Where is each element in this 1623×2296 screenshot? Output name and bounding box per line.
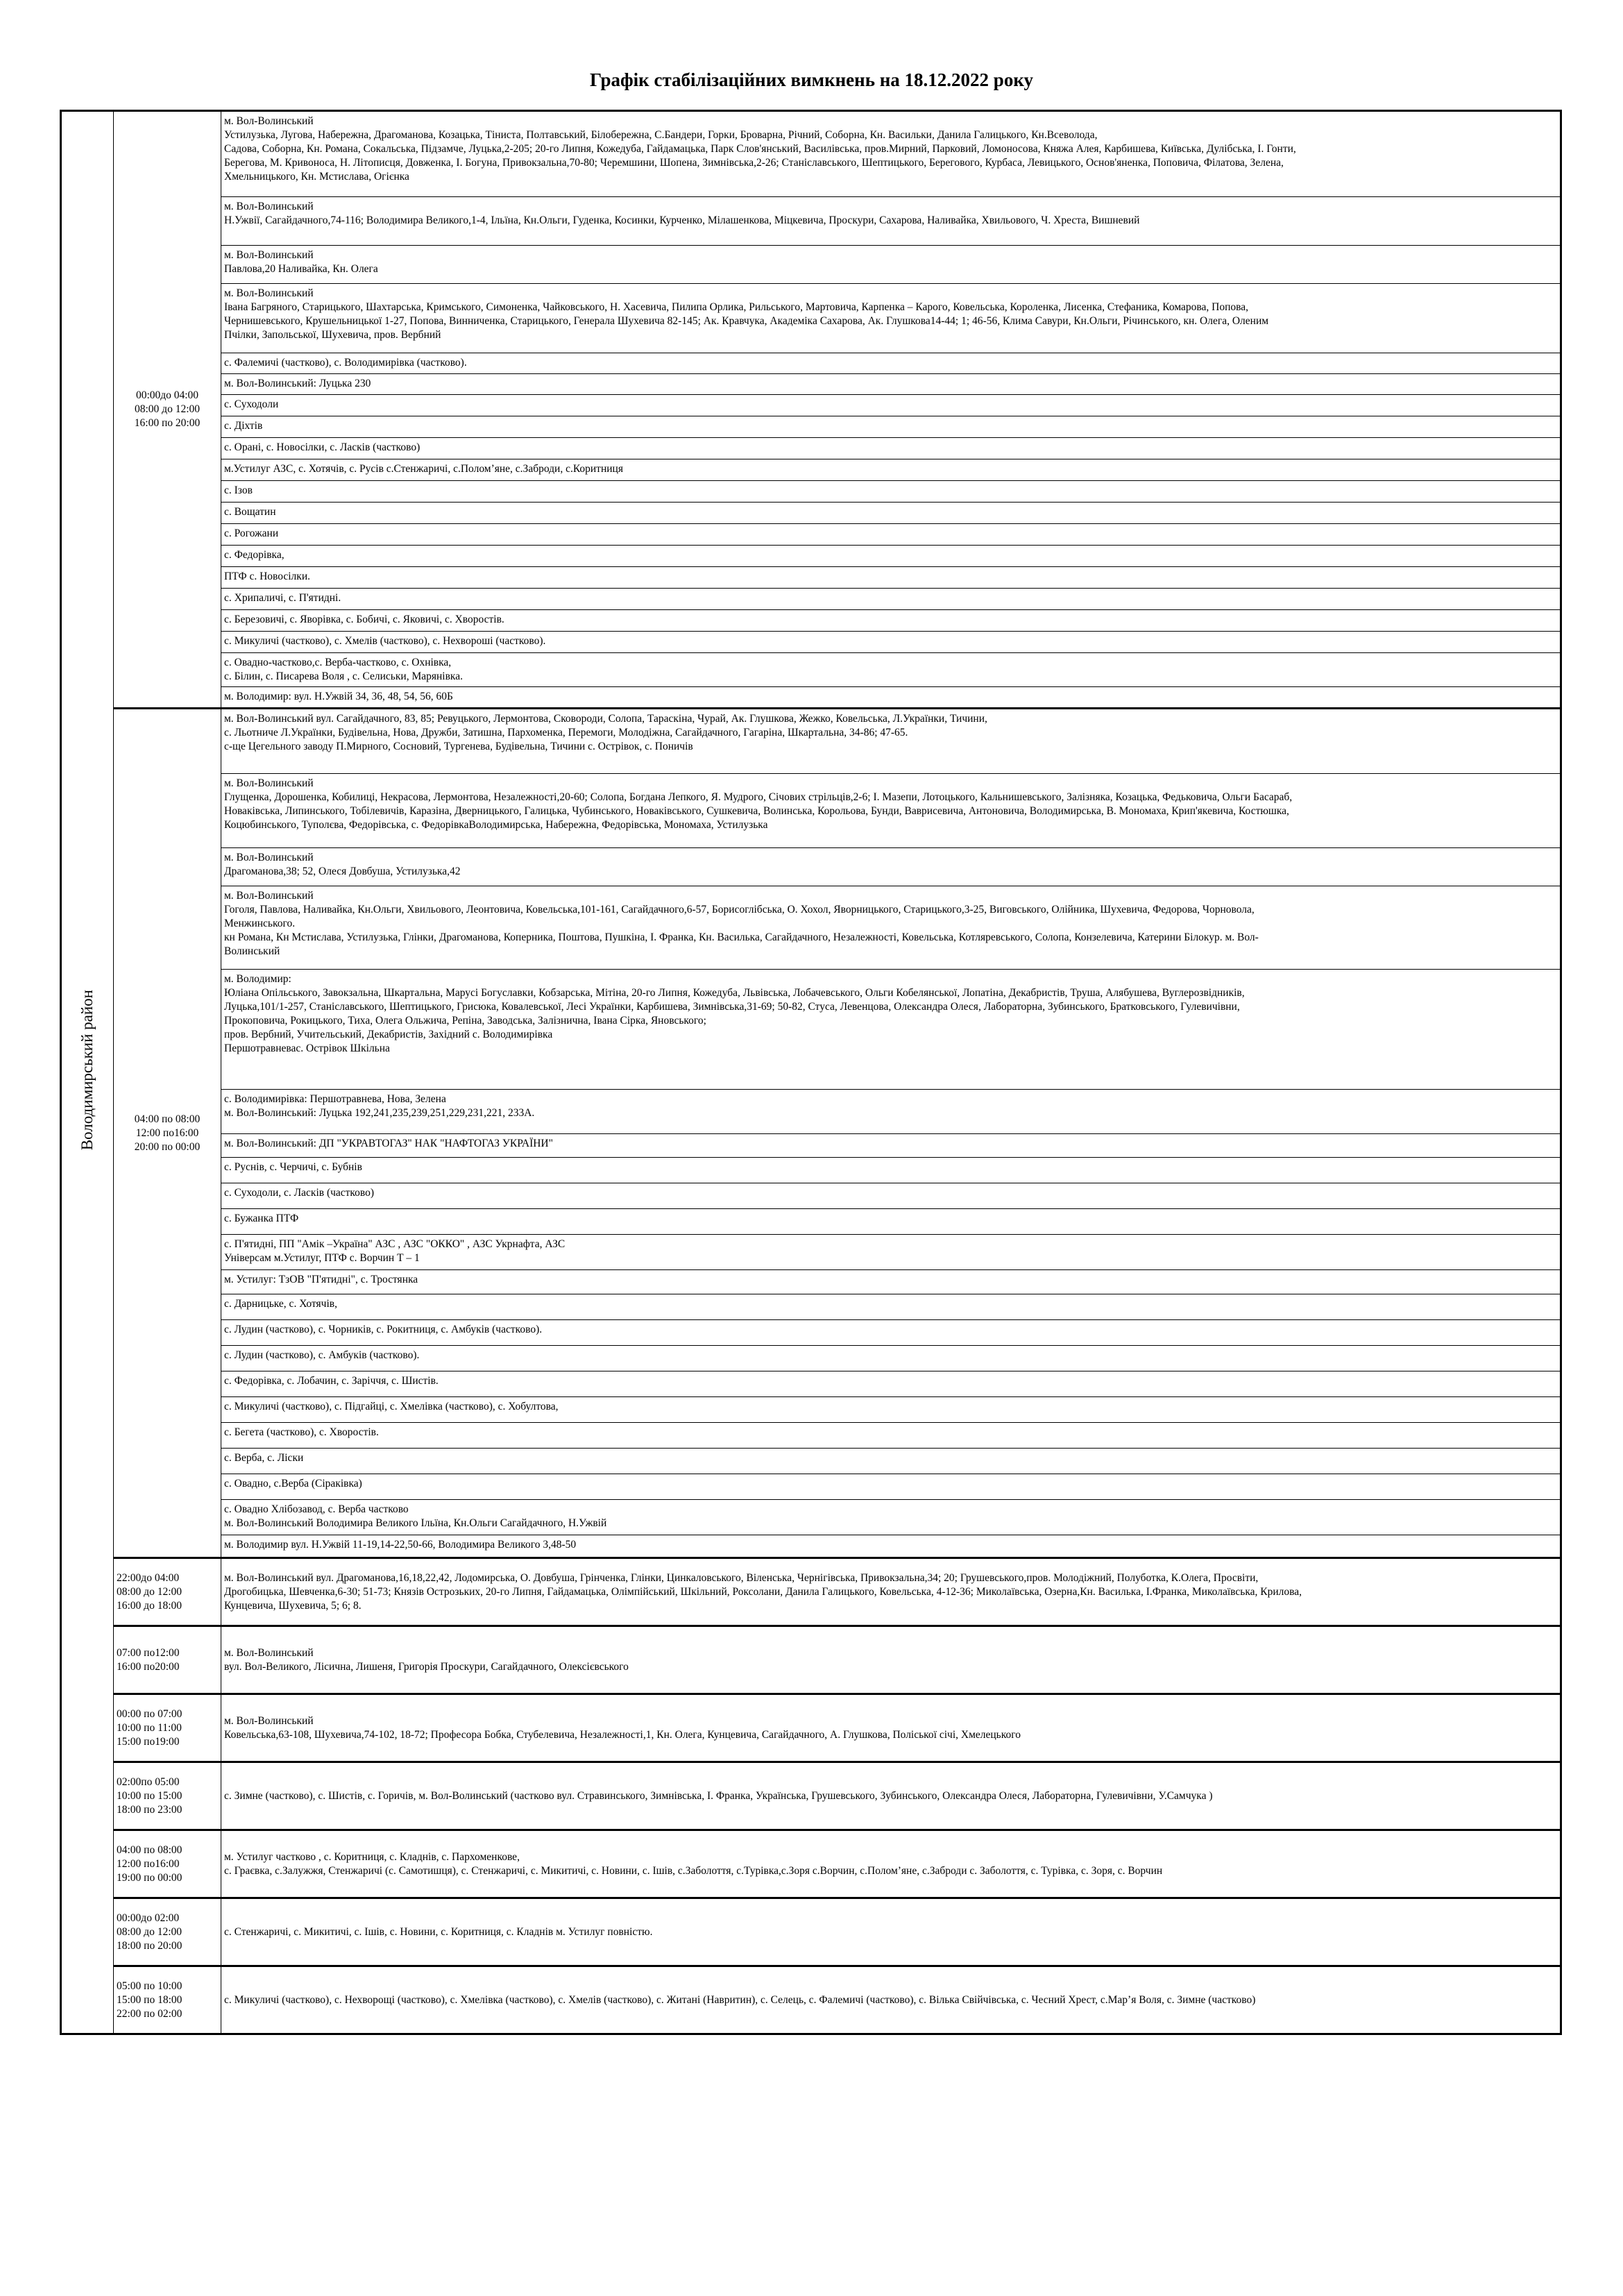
- time-slot: 15:00 по19:00: [117, 1735, 180, 1748]
- time-slot: 05:00 по 10:00: [117, 1980, 182, 1992]
- outage-area-cell: [221, 197, 1561, 246]
- area-line: Кунцевича, Шухевича, 5; 6; 8.: [224, 1599, 362, 1612]
- schedule-row: [61, 1694, 1561, 1762]
- time-slot: 22:00 по 02:00: [117, 2007, 182, 2020]
- area-line: с. Руснів, с. Черчичі, с. Бубнів: [224, 1161, 362, 1173]
- area-line: Юліана Опільського, Завокзальна, Шкартальна, Марусі Богуславки, Кобзарська, Мітіна, 20-го Липня, Кожедуба, Львівська, Лобачевського, Ольги Кобелянської, Лопатіна, Декабристів, Труша, Алябушева, Вуглерозвідників,: [224, 987, 1245, 999]
- outage-area-cell: [221, 246, 1561, 284]
- area-line: с. П'ятидні, ПП "Амік –Україна" АЗС , АЗС "ОККО" , АЗС Укрнафта, АЗС: [224, 1238, 566, 1250]
- area-line: м. Володимир:: [224, 973, 291, 985]
- area-line: с-ще Цегельного заводу П.Мирного, Сосновий, Тургенева, Будівельна, Тичини с. Острівок, с. Поничів: [224, 741, 693, 752]
- page-title: Графік стабілізаційних вимкнень на 18.12.2022 року: [590, 69, 1033, 90]
- outage-area-cell: [221, 546, 1561, 567]
- outage-area-cell: [221, 589, 1561, 610]
- schedule-row: [61, 567, 1561, 589]
- time-slots-cell: [114, 1762, 221, 1830]
- schedule-row: [61, 1558, 1561, 1626]
- area-line: м. Вол-Волинський: ДП "УКРАВТОГАЗ" НАК "НАФТОГАЗ УКРАЇНИ": [224, 1138, 553, 1149]
- area-line: с. Федорівка, с. Лобачин, с. Заріччя, с. Шистів.: [224, 1375, 439, 1387]
- schedule-row: [61, 1158, 1561, 1183]
- area-line: м. Устилуг: ТзОВ "П'ятидні", с. Тростянка: [224, 1274, 418, 1285]
- area-line: с. Федорівка,: [224, 549, 284, 561]
- schedule-row: [61, 774, 1561, 848]
- time-slot: 04:00 по 08:00: [117, 1843, 182, 1856]
- area-line: м. Вол-Волинський: [224, 249, 314, 261]
- outage-area-cell: [221, 1474, 1561, 1500]
- area-line: с. Березовичі, с. Яворівка, с. Бобичі, с. Яковичі, с. Хворостів.: [224, 614, 504, 625]
- outage-area-cell: [221, 416, 1561, 438]
- time-slot: 00:00 по 07:00: [117, 1707, 182, 1720]
- time-slot: 07:00 по12:00: [117, 1646, 180, 1659]
- area-line: Дрогобицька, Шевченка,6-30; 51-73; Князів Острозьких, 20-го Липня, Гайдамацька, Олімпійський, Шкільний, Роксолани, Данила Галицького, Ковельська, 4-12-36; Миколаївська, Озерна,Кн. Василька, І.Франка, Миколаївська, Крилова,: [224, 1585, 1302, 1598]
- time-slot: 19:00 по 00:00: [117, 1871, 182, 1884]
- district-name: Володимирський район: [78, 990, 96, 1151]
- area-line: Луцька,101/1-257, Станіславського, Шептицького, Грисюка, Ковалевської, Лесі Українки, Карбишева, Зимнівська,31-69; 50-82, Стуса, Левенцова, Олександра Олеся, Лабораторна, Зубинського, Братковського, Гулевичівни,: [224, 1001, 1240, 1013]
- area-line: с. Бегета (частково), с. Хворостів.: [224, 1426, 379, 1438]
- schedule-row: [61, 503, 1561, 524]
- time-slot: 10:00 по 15:00: [117, 1789, 182, 1802]
- schedule-row: [61, 1535, 1561, 1558]
- schedule-row: [61, 1449, 1561, 1474]
- outage-area-cell: [221, 503, 1561, 524]
- area-line: с. Овадно-частково,с. Верба-частково, с. Охнівка,: [224, 657, 452, 668]
- outage-area-cell: [221, 111, 1561, 197]
- outage-area-cell: [221, 1500, 1561, 1535]
- area-line: м. Володимир: вул. Н.Ужвій 34, 36, 48, 54, 56, 60Б: [224, 691, 453, 702]
- schedule-row: [61, 1346, 1561, 1371]
- outage-area-cell: [221, 374, 1561, 395]
- schedule-row: [61, 284, 1561, 353]
- outage-area-cell: [221, 1397, 1561, 1423]
- area-line: м. Вол-Волинський: [224, 852, 314, 863]
- schedule-row: [61, 459, 1561, 481]
- area-line: ПТФ с. Новосілки.: [224, 571, 310, 582]
- area-line: м. Вол-Волинський: [224, 1714, 314, 1727]
- area-line: м. Вол-Волинський: [224, 1646, 314, 1659]
- area-line: с. Стенжаричі, с. Микитичі, с. Ішів, с. Новини, с. Коритниця, с. Кладнів м. Устилуг повністю.: [224, 1925, 653, 1938]
- time-slots-cell: [114, 1966, 221, 2034]
- time-slot: 16:00 по20:00: [117, 1660, 180, 1673]
- time-slot: 15:00 по 18:00: [117, 1993, 182, 2006]
- area-line: Глущенка, Дорошенка, Кобилиці, Некрасова, Лермонтова, Незалежності,20-60; Солопа, Богдана Лепкого, Я. Мудрого, Січових стрільців,2-6; І. Мазепи, Лотоцького, Кальнишевського, Залізняка, Козацька, Федьковича, Ольги Басараб,: [224, 791, 1293, 803]
- area-line: м. Володимир вул. Н.Ужвій 11-19,14-22,50-66, Володимира Великого 3,48-50: [224, 1539, 577, 1551]
- area-line: с. Хрипаличі, с. П'ятидні.: [224, 592, 341, 604]
- time-slots-cell: [114, 1626, 221, 1694]
- area-line: м. Вол-Волинський: [224, 777, 314, 789]
- area-line: м. Вол-Волинський: [224, 890, 314, 902]
- time-slot: 00:00до 04:00: [135, 389, 199, 401]
- outage-area-cell: [221, 1090, 1561, 1134]
- outage-area-cell: [221, 567, 1561, 589]
- area-line: Берегова, М. Кривоноса, Н. Літописця, Довженка, І. Богуна, Привокзальна,70-80; Черемшини, Шопена, Зимнівська,2-26; Станіславського, Шептицького, Берегового, Курбаса, Левицького, Основ'яненка, Поповича, Філатова, Зелена,: [224, 157, 1284, 169]
- area-line: Новаківська, Липинського, Тобілевичів, Каразіна, Дверницького, Галицька, Чубинського, Новаківського, Сушкевича, Волинська, Корольова, Бунди, Вавриcевича, Антоновича, Володимирська, В. Мономаха, Крип'якевича, Костюшка,: [224, 805, 1289, 817]
- area-line: с. Білин, с. Писарева Воля , с. Селиськи, Марянівка.: [224, 670, 463, 682]
- schedule-row: [61, 1294, 1561, 1320]
- outage-area-cell: [221, 687, 1561, 709]
- schedule-row: [61, 1830, 1561, 1898]
- time-slot: 12:00 по16:00: [135, 1126, 199, 1139]
- outage-area-cell: [221, 1183, 1561, 1209]
- area-line: м. Вол-Волинський: Луцька 230: [224, 378, 371, 389]
- outage-area-cell: [221, 1694, 1561, 1762]
- outage-area-cell: [221, 524, 1561, 546]
- area-line: Павлова,20 Наливайка, Кн. Олега: [224, 263, 378, 275]
- time-slot: 08:00 до 12:00: [117, 1925, 182, 1938]
- time-slots-cell: [114, 1558, 221, 1626]
- schedule-row: [61, 589, 1561, 610]
- outage-area-cell: [221, 610, 1561, 632]
- schedule-row: [61, 1397, 1561, 1423]
- area-line: вул. Вол-Великого, Лісична, Лишеня, Григорія Проскури, Сагайдачного, Олексієвського: [224, 1660, 629, 1673]
- area-line: с. Верба, с. Ліски: [224, 1452, 304, 1464]
- schedule-row: [61, 709, 1561, 774]
- schedule-row: [61, 1320, 1561, 1346]
- outage-area-cell: [221, 1830, 1561, 1898]
- area-line: Н.Ужвії, Сагайдачного,74-116; Володимира Великого,1-4, Ільїна, Кн.Ольги, Гуденка, Косинки, Курченко, Мілашенкова, Міцкевича, Проскури, Сахарова, Наливайка, Хвильового, Ч. Хреста, Вишневий: [224, 214, 1140, 226]
- time-slots-cell: [114, 1898, 221, 1966]
- schedule-row: [61, 610, 1561, 632]
- area-line: м. Вол-Волинський: [224, 115, 314, 127]
- outage-area-cell: [221, 1209, 1561, 1235]
- schedule-row: [61, 395, 1561, 416]
- area-line: м. Вол-Волинський: Луцька 192,241,235,239,251,229,231,221, 233А.: [224, 1107, 535, 1119]
- schedule-row: [61, 524, 1561, 546]
- schedule-row: [61, 1423, 1561, 1449]
- time-slots-cell: [114, 1830, 221, 1898]
- outage-area-cell: [221, 1626, 1561, 1694]
- schedule-row: [61, 353, 1561, 374]
- time-slot: 00:00до 02:00: [117, 1911, 180, 1924]
- area-line: м. Вол-Волинський вул. Драгоманова,16,18,22,42, Лодомирська, О. Довбуша, Грінченка, Глінки, Цинкаловського, Віленська, Чернігівська, Привокзальна,34; 20; Грушевського,пров. Молодіжний, Полуботка, К.Олега, Просвіти,: [224, 1571, 1259, 1584]
- outage-area-cell: [221, 970, 1561, 1090]
- area-line: с. Діхтів: [224, 420, 263, 432]
- area-line: с. Бужанка ПТФ: [224, 1213, 299, 1224]
- schedule-row: [61, 1090, 1561, 1134]
- outage-area-cell: [221, 632, 1561, 653]
- area-line: с. Фалемичі (частково), с. Володимирівка (частково).: [224, 357, 467, 369]
- outage-area-cell: [221, 1294, 1561, 1320]
- area-line: м. Вол-Волинський: [224, 287, 314, 299]
- time-slot: 08:00 до 12:00: [135, 403, 200, 415]
- area-line: с. Суходоли, с. Ласків (частково): [224, 1187, 375, 1199]
- area-line: с. Рогожани: [224, 527, 279, 539]
- schedule-row: [61, 1474, 1561, 1500]
- schedule-row: [61, 546, 1561, 567]
- area-line: Івана Багряного, Старицького, Шахтарська, Кримського, Симоненка, Чайковського, Н. Хасевича, Пилипа Орлика, Рильського, Мартовича, Карпенка – Карого, Ковельська, Короленка, Лисенка, Стефаника, Комарова, Попова,: [224, 301, 1249, 313]
- time-slots-cell: [114, 709, 221, 1558]
- schedule-row: [61, 197, 1561, 246]
- schedule-row: [61, 481, 1561, 503]
- outage-area-cell: [221, 1134, 1561, 1158]
- outage-area-cell: [221, 774, 1561, 848]
- schedule-row: [61, 1134, 1561, 1158]
- outage-area-cell: [221, 1762, 1561, 1830]
- area-line: м.Устилуг АЗС, с. Хотячів, с. Русів с.Стенжаричі, с.Полом’яне, с.Заброди, с.Коритниця: [224, 463, 623, 475]
- area-line: Коцюбинського, Туполєва, Федорівська, с. ФедорівкаВолодимирська, Набережна, Федорівська, Мономаха, Устилузька: [224, 819, 768, 831]
- area-line: с. Овадно Хлібозавод, с. Верба частково: [224, 1503, 409, 1515]
- outage-area-cell: [221, 1535, 1561, 1558]
- schedule-row: [61, 1209, 1561, 1235]
- schedule-row: [61, 632, 1561, 653]
- area-line: Пчілки, Запольської, Шухевича, пров. Вербний: [224, 329, 441, 341]
- schedule-row: [61, 1270, 1561, 1294]
- area-line: с. Микуличі (частково), с. Нехворощі (частково), с. Хмелівка (частково), с. Хмелів (частково), с. Житані (Навритин), с. Селець, с. Фалемичі (частково), с. Вілька Свійчівська, с. Чесний Хрест, с.Мар’я Воля, с. Зимне (частково): [224, 1993, 1256, 2006]
- outage-area-cell: [221, 395, 1561, 416]
- area-line: с. Микуличі (частково), с. Хмелів (частково), с. Нехвороші (частково).: [224, 635, 546, 647]
- outage-area-cell: [221, 438, 1561, 459]
- area-line: Першотравневас. Острівок Шкільна: [224, 1043, 390, 1054]
- schedule-table: [60, 110, 1562, 2035]
- schedule-row: [61, 970, 1561, 1090]
- district-cell: [61, 111, 114, 2034]
- outage-area-cell: [221, 1158, 1561, 1183]
- area-line: пров. Вербний, Учительський, Декабристів, Західний с. Володимирівка: [224, 1029, 553, 1040]
- area-line: Ковельська,63-108, Шухевича,74-102, 18-72; Професора Бобка, Стубелевича, Незалежності,1, Кн. Олега, Кунцевича, Сагайдачного, А. Глушкова, Поліської січі, Хмелецького: [224, 1728, 1021, 1741]
- outage-area-cell: [221, 1371, 1561, 1397]
- outage-area-cell: [221, 653, 1561, 687]
- area-line: с. Зимне (частково), с. Шистів, с. Горичів, м. Вол-Волинський (частково вул. Стравинського, Зимнівська, І. Франка, Українська, Грушевського, Зубинського, Олександра Олеся, Лабораторна, Гулевичівни, У.Самчука ): [224, 1789, 1213, 1802]
- time-slot: 16:00 по 20:00: [134, 417, 201, 429]
- area-line: с. Дарницьке, с. Хотячів,: [224, 1298, 337, 1310]
- time-slots-cell: [114, 111, 221, 709]
- area-line: с. Орані, с. Новосілки, с. Ласків (частково): [224, 441, 420, 453]
- area-line: м. Вол-Волинський вул. Сагайдачного, 83, 85; Ревуцького, Лермонтова, Сковороди, Солопа, Тараскіна, Чурай, Ак. Глушкова, Жежко, Ковельська, Л.Українки, Тичини,: [224, 713, 987, 725]
- schedule-row: [61, 1371, 1561, 1397]
- outage-area-cell: [221, 1235, 1561, 1270]
- schedule-row: [61, 111, 1561, 197]
- area-line: м. Вол-Волинський Володимира Великого Ільїна, Кн.Ольги Сагайдачного, Н.Ужвій: [224, 1517, 607, 1529]
- schedule-row: [61, 246, 1561, 284]
- area-line: кн Романа, Кн Мстислава, Устилузька, Глінки, Драгоманова, Коперника, Поштова, Пушкіна, І. Франка, Кн. Василька, Сагайдачного, Незалежності, Ковельська, Котляревського, Солопа, Конзелевича, Катерини Білокур. м. Вол-: [224, 931, 1259, 943]
- area-line: с. Ізов: [224, 484, 253, 496]
- time-slot: 08:00 до 12:00: [117, 1585, 182, 1598]
- schedule-row: [61, 1762, 1561, 1830]
- area-line: Менжинського.: [224, 918, 296, 929]
- schedule-row: [61, 653, 1561, 687]
- schedule-row: [61, 886, 1561, 970]
- area-line: с. Микуличі (частково), с. Підгайці, с. Хмелівка (частково), с. Хобултова,: [224, 1401, 559, 1412]
- time-slot: 22:00до 04:00: [117, 1571, 180, 1584]
- area-line: с. Вощатин: [224, 506, 276, 518]
- area-line: м. Вол-Волинський: [224, 201, 314, 212]
- schedule-row: [61, 1898, 1561, 1966]
- area-line: с. Суходоли: [224, 398, 279, 410]
- outage-area-cell: [221, 886, 1561, 970]
- outage-area-cell: [221, 1320, 1561, 1346]
- area-line: с. Лудин (частково), с. Амбуків (частково).: [224, 1349, 420, 1361]
- time-slot: 02:00по 05:00: [117, 1775, 180, 1788]
- schedule-row: [61, 438, 1561, 459]
- outage-area-cell: [221, 1966, 1561, 2034]
- outage-area-cell: [221, 848, 1561, 886]
- schedule-row: [61, 1966, 1561, 2034]
- schedule-row: [61, 374, 1561, 395]
- area-line: Волинський: [224, 945, 280, 957]
- schedule-row: [61, 1183, 1561, 1209]
- outage-area-cell: [221, 1270, 1561, 1294]
- area-line: с. Овадно, с.Верба (Сіраківка): [224, 1478, 362, 1489]
- area-line: Садова, Соборна, Кн. Романа, Сокальська, Підзамче, Луцька,2-205; 20-го Липня, Кожедуба, Гайдамацька, Парк Слов'янський, Василівська, пров.Мирний, Парковий, Ломоносова, Княжа Алея, Карбишева, Київська, Дулібська, І. Гонти,: [224, 143, 1296, 155]
- outage-area-cell: [221, 353, 1561, 374]
- time-slot: 18:00 по 20:00: [117, 1939, 182, 1952]
- schedule-row: [61, 1626, 1561, 1694]
- outage-area-cell: [221, 481, 1561, 503]
- outage-area-cell: [221, 1898, 1561, 1966]
- area-line: Чернишевського, Крушельницької 1-27, Попова, Винниченка, Старицького, Генерала Шухевича 82-145; Ак. Кравчука, Академіка Сахарова, Ак. Глушкова14-44; 1; 46-56, Клима Савури, Кн.Ольги, Річинського, кн. Олега, Оленим: [224, 315, 1269, 327]
- time-slot: 16:00 до 18:00: [117, 1599, 182, 1612]
- schedule-row: [61, 416, 1561, 438]
- time-slot: 04:00 по 08:00: [134, 1113, 201, 1125]
- schedule-row: [61, 1500, 1561, 1535]
- outage-area-cell: [221, 1449, 1561, 1474]
- area-line: Устилузька, Лугова, Набережна, Драгоманова, Козацька, Тіниста, Полтавський, Білобережна, С.Бандери, Горки, Броварна, Річний, Соборна, Кн. Васильки, Данила Галицького, Кн.Всеволода,: [224, 129, 1098, 141]
- time-slots-cell: [114, 1694, 221, 1762]
- time-slot: 12:00 по16:00: [117, 1857, 180, 1870]
- outage-area-cell: [221, 284, 1561, 353]
- schedule-row: [61, 1235, 1561, 1270]
- area-line: с. Льотниче Л.Українки, Будівельна, Нова, Дружби, Затишна, Пархоменка, Перемоги, Молодіжна, Сагайдачного, Гагаріна, Шкартальна, 34-86; 47-65.: [224, 727, 908, 738]
- area-line: с. Лудин (частково), с. Чорників, с. Рокитниця, с. Амбуків (частково).: [224, 1324, 543, 1335]
- time-slot: 10:00 по 11:00: [117, 1721, 182, 1734]
- area-line: Драгоманова,38; 52, Олеся Довбуша, Устилузька,42: [224, 866, 461, 877]
- schedule-row: [61, 687, 1561, 709]
- outage-area-cell: [221, 709, 1561, 774]
- area-line: Гоголя, Павлова, Наливайка, Кн.Ольги, Хвильового, Леонтовича, Ковельська,101-161, Сагайдачного,6-57, Борисоглібська, О. Хохол, Яворницького, Старицького,3-25, Виговського, Олійника, Шухевича, Федорова, Чорновола,: [224, 904, 1255, 915]
- area-line: с. Володимирівка: Першотравнева, Нова, Зелена: [224, 1093, 446, 1105]
- schedule-row: [61, 848, 1561, 886]
- area-line: Універсам м.Устилуг, ПТФ с. Ворчин Т – 1: [224, 1252, 420, 1264]
- outage-area-cell: [221, 1423, 1561, 1449]
- time-slot: 20:00 по 00:00: [134, 1140, 201, 1153]
- outage-area-cell: [221, 1558, 1561, 1626]
- area-line: Прокоповича, Рокицького, Тиха, Олега Ольжича, Репіна, Заводська, Залізнична, Івана Сірка, Яновського;: [224, 1015, 706, 1027]
- outage-area-cell: [221, 1346, 1561, 1371]
- time-slot: 18:00 по 23:00: [117, 1803, 182, 1816]
- area-line: Хмельницького, Кн. Мстислава, Огієнка: [224, 171, 409, 183]
- area-line: с. Граєвка, с.Залужжя, Стенжаричі (с. Самотишця), с. Стенжаричі, с. Микитичі, с. Новини, с. Ішів, с.Заболоття, с.Турівка,с.Зоря с.Ворчин, с.Полом’яне, с.Заброди с. Заболоття, с. Турівка, с. Зоря, с. Ворчин: [224, 1864, 1163, 1877]
- area-line: м. Устилуг частково , с. Коритниця, с. Кладнів, с. Пархоменкове,: [224, 1850, 520, 1863]
- outage-area-cell: [221, 459, 1561, 481]
